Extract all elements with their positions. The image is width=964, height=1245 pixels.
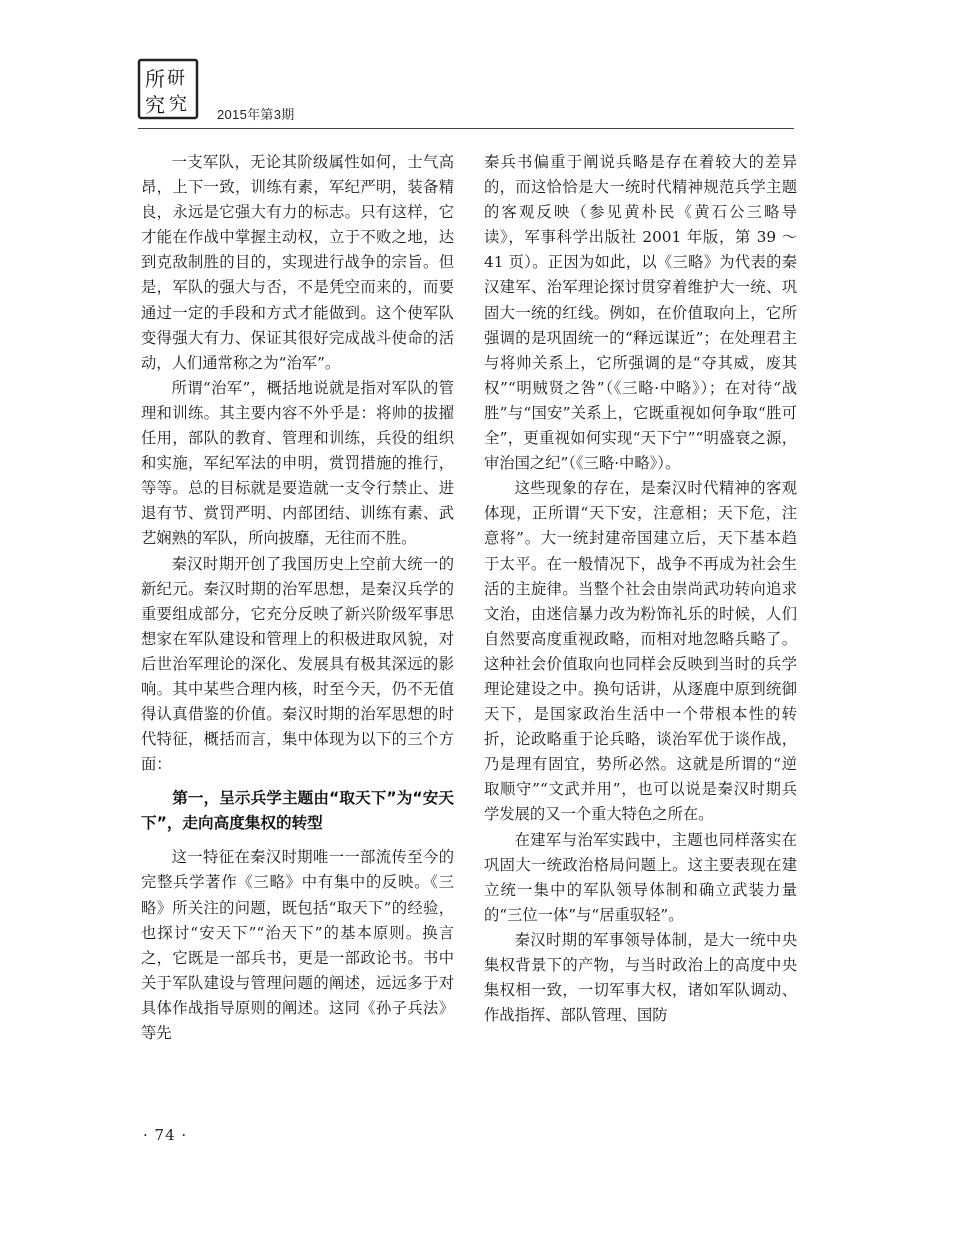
journal-logo-icon — [137, 58, 199, 120]
paragraph: 所谓“治军”，概括地说就是指对军队的管理和训练。其主要内容不外乎是：将帅的拔擢任用，部队的教育、管理和训练，兵役的组织和实施，军纪军法的申明，赏罚措施的推行，等等。总的目标就是要造就一支令行禁止、进退有节、赏罚严明、内部团结、训练有素、武艺娴熟的军队，所向披靡，无往而不胜。 — [141, 378, 454, 548]
section-heading: 第一，呈示兵学主题由“取天下”为“安天下”，走向高度集权的转型 — [141, 789, 454, 833]
page-header — [135, 52, 795, 132]
paragraph: 这一特征在秦汉时期唯一一部流传至今的完整兵学著作《三略》中有集中的反映。《三略》所关注的问题，既包括“取天下”的经验，也探讨“安天下”“治天下”的基本原则。换言之，它既是一部兵书，更是一部政论书。书中关于军队建设与管理问题的阐述，远远多于对具体作战指导原则的阐述。这同《孙子兵法》等先 — [141, 848, 454, 1042]
issue-label: 2015年第3期 — [217, 107, 295, 122]
paragraph: 秦汉时期的军事领导体制，是大一统中央集权背景下的产物，与当时政治上的高度中央集权相一致，一切军事大权，诸如军队调动、作战指挥、部队管理、国防 — [484, 930, 797, 1025]
left-column — [141, 150, 454, 1046]
paragraph: 秦汉时期开创了我国历史上空前大统一的新纪元。秦汉时期的治军思想，是秦汉兵学的重要组成部分，它充分反映了新兴阶级军事思想家在军队建设和管理上的积极进取风貌，对后世治军理论的深化、发展具有极其深远的影响。其中某些合理内核，时至今天，仍不无值得认真借鉴的价值。秦汉时期的治军思想的时代特征，概括而言，集中体现为以下的三个方面： — [141, 554, 454, 774]
journal-logo — [137, 58, 199, 120]
svg-text:所: 所 — [145, 67, 165, 91]
paragraph: 秦兵书偏重于阐说兵略是存在着较大的差异的，而这恰恰是大一统时代精神规范兵学主题的客观反映（参见黄朴民《黄石公三略导读》，军事科学出版社 2001 年版，第 39 ～ 41 页）。正因为如此，以《三略》为代表的秦汉建军、治军理论探讨贯穿着维护大一统、巩固大一统的红线。例如，在价值取向上，它所强调的是巩固统一的“释远谋近”；在处理君主与将帅关系上，它所强调的是“夺其威，废其权”“明贼贤之咎”（《三略·中略》）；在对待“战胜”与“国安”关系上，它既重视如何争取“胜可全”，更重视如何实现“天下宁”“明盛衰之源，审治国之纪”（《三略·中略》）。 — [484, 153, 797, 473]
page-number: · 74 · — [143, 1126, 188, 1144]
svg-text:究: 究 — [145, 93, 165, 117]
paragraph: 这些现象的存在，是秦汉时代精神的客观体现，正所谓“天下安，注意相；天下危，注意将”。大一统封建帝国建立后，天下基本趋于太平。在一般情况下，战争不再成为社会生活的主旋律。当整个社会由崇尚武功转向追求文治，由迷信暴力改为粉饰礼乐的时候，人们自然要高度重视政略，而相对地忽略兵略了。这种社会价值取向也同样会反映到当时的兵学理论建设之中。换句话讲，从逐鹿中原到统御天下，是国家政治生活中一个带根本性的转折，论政略重于论兵略，谈治军优于谈作战，乃是理有固宜，势所必然。这就是所谓的“逆取顺守”“文武并用”，也可以说是秦汉时期兵学发展的又一个重大特色之所在。 — [484, 479, 797, 824]
header-rule — [138, 128, 794, 129]
svg-text:究: 究 — [169, 94, 187, 115]
svg-text:研: 研 — [167, 68, 185, 89]
right-column — [484, 150, 797, 1028]
paragraph: 一支军队，无论其阶级属性如何，士气高昂，上下一致，训练有素，军纪严明，装备精良，永远是它强大有力的标志。只有这样，它才能在作战中掌握主动权，立于不败之地，达到克敌制胜的目的，实现进行战争的宗旨。但是，军队的强大与否，不是凭空而来的，而要通过一定的手段和方式才能做到。这个使军队变得强大有力、保证其很好完成战斗使命的活动，人们通常称之为“治军”。 — [141, 153, 454, 372]
paragraph: 在建军与治军实践中，主题也同样落实在巩固大一统政治格局问题上。这主要表现在建立统一集中的军队领导体制和确立武装力量的“三位一体”与“居重驭轻”。 — [484, 830, 797, 924]
